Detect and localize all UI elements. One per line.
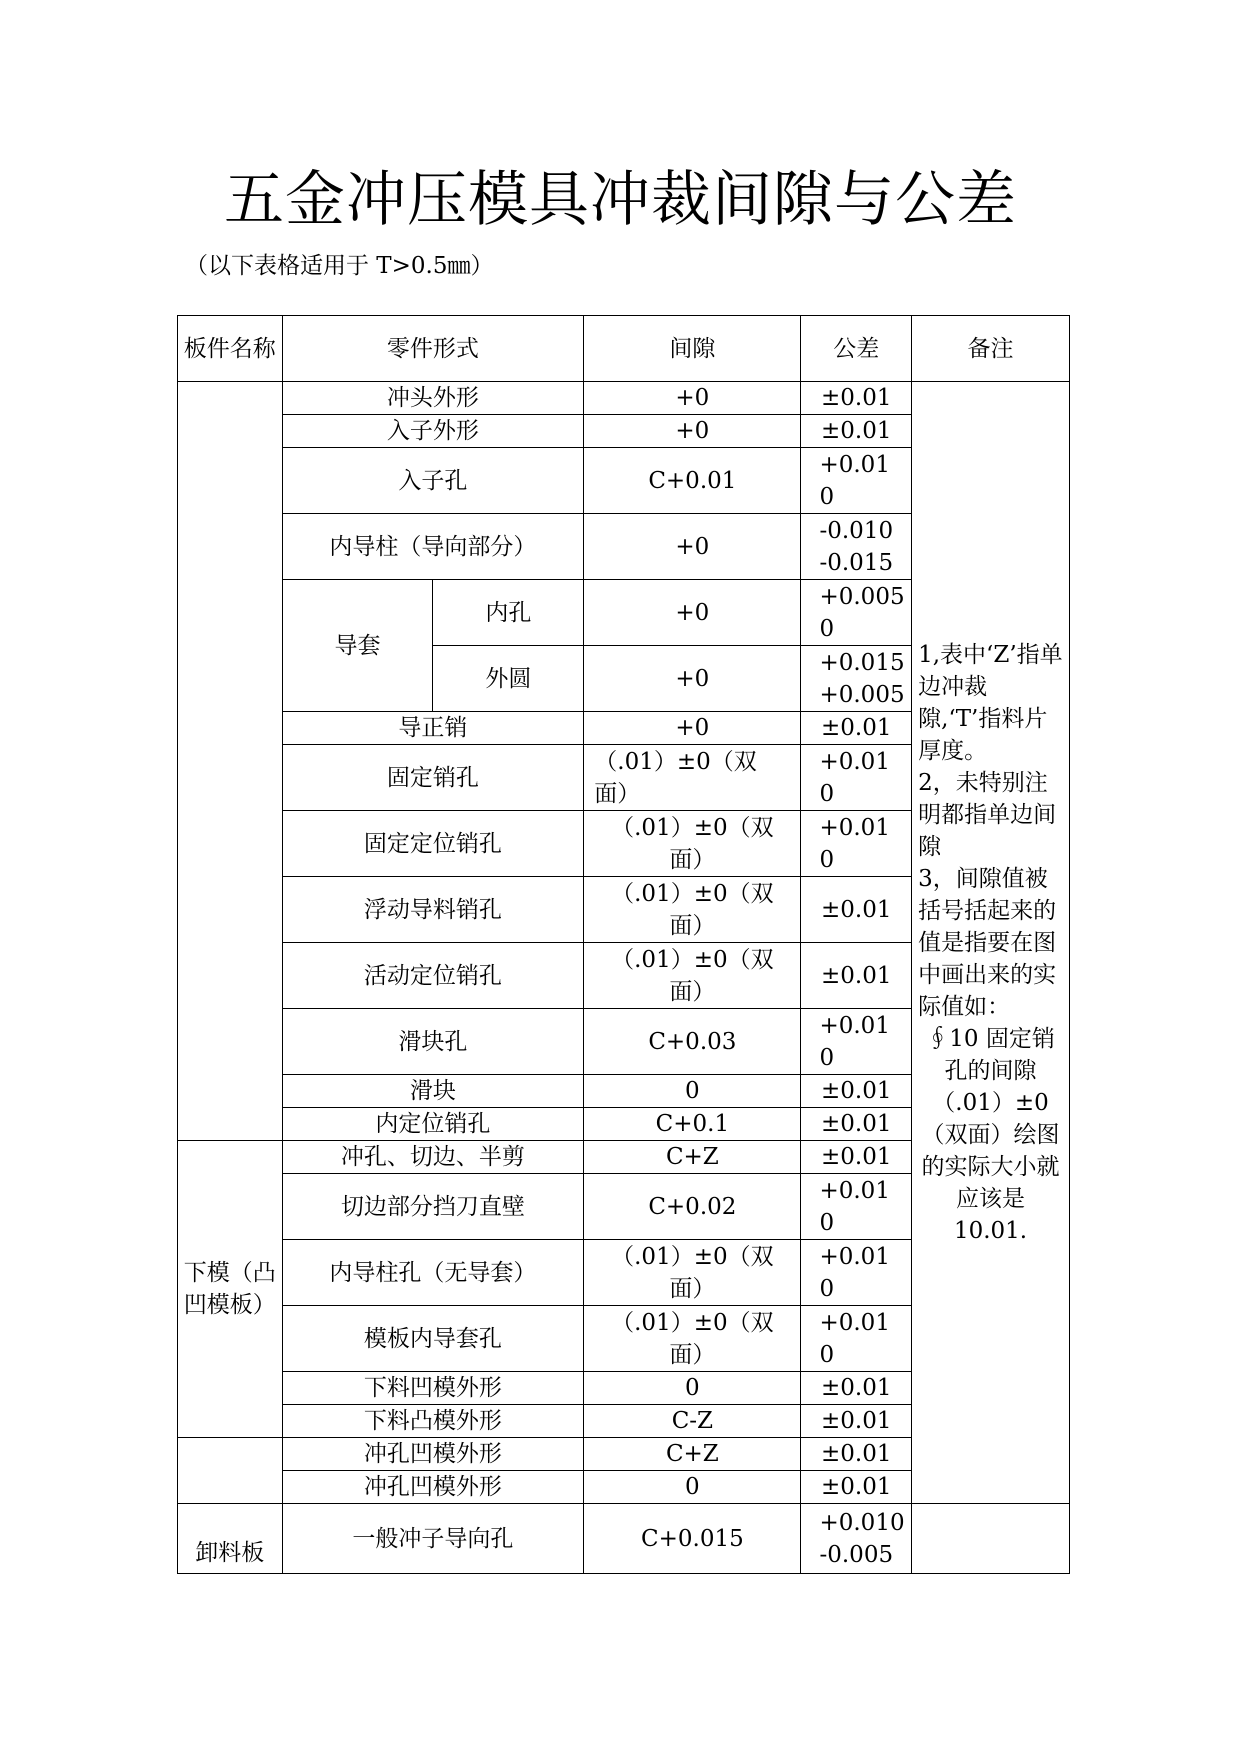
part-cell: 下料凸模外形 xyxy=(282,1405,584,1438)
part-cell: 下料凹模外形 xyxy=(282,1372,584,1405)
tolerance-lower: 0 xyxy=(819,780,835,807)
tolerance-upper: +0.01 xyxy=(819,1309,890,1336)
tolerance-cell: ±0.01 xyxy=(801,1438,912,1471)
tolerance-cell: ±0.01 xyxy=(801,382,912,415)
part-cell: 滑块 xyxy=(282,1075,584,1108)
tolerance-cell: ±0.01 xyxy=(801,415,912,448)
gap-cell: +0 xyxy=(584,415,801,448)
header-row xyxy=(178,316,1070,382)
tolerance-upper: +0.01 xyxy=(819,1012,890,1039)
tolerance-cell xyxy=(801,1306,912,1372)
tolerance-lower: 0 xyxy=(819,1275,835,1302)
gap-cell: +0 xyxy=(584,514,801,580)
gap-cell: （.01）±0（双面） xyxy=(584,943,801,1009)
tolerance-cell: ±0.01 xyxy=(801,712,912,745)
part-cell: 冲孔凹模外形 xyxy=(282,1438,584,1471)
tolerance-lower: 0 xyxy=(819,483,835,510)
gap-cell: （.01）±0（双面） xyxy=(584,745,801,811)
tolerance-lower: 0 xyxy=(819,1044,835,1071)
gap-cell: 0 xyxy=(584,1471,801,1504)
part-cell: 内导柱（导向部分） xyxy=(282,514,584,580)
tolerance-cell xyxy=(801,1009,912,1075)
tolerance-upper: +0.010 xyxy=(819,1509,905,1536)
part-cell: 入子孔 xyxy=(282,448,584,514)
remark-cell-empty xyxy=(912,1504,1070,1574)
remark-line: 2，未特别注明都指单边间隙 xyxy=(918,769,1057,860)
tolerance-cell: ±0.01 xyxy=(801,877,912,943)
part-cell: 导套 xyxy=(282,580,433,712)
header-cell: 零件形式 xyxy=(282,316,584,382)
remark-cell xyxy=(912,382,1070,1504)
tolerance-cell: ±0.01 xyxy=(801,1471,912,1504)
tolerance-cell xyxy=(801,448,912,514)
tolerance-cell: ±0.01 xyxy=(801,1405,912,1438)
part-cell: 活动定位销孔 xyxy=(282,943,584,1009)
gap-cell: C+0.03 xyxy=(584,1009,801,1075)
tolerance-lower: -0.005 xyxy=(819,1541,894,1568)
page-subtitle: （以下表格适用于 T>0.5㎜） xyxy=(185,253,494,279)
part-cell: 切边部分挡刀直壁 xyxy=(282,1174,584,1240)
tolerance-upper: +0.015 xyxy=(819,649,905,676)
tolerance-cell xyxy=(801,1504,912,1574)
tolerance-upper: +0.01 xyxy=(819,748,890,775)
gap-cell: （.01）±0（双面） xyxy=(584,1306,801,1372)
gap-cell: 0 xyxy=(584,1075,801,1108)
tolerance-cell: ±0.01 xyxy=(801,1108,912,1141)
category-cell-empty xyxy=(178,382,283,1141)
part-cell: 模板内导套孔 xyxy=(282,1306,584,1372)
part-cell: 入子外形 xyxy=(282,415,584,448)
gap-cell: 0 xyxy=(584,1372,801,1405)
part-cell: 内定位销孔 xyxy=(282,1108,584,1141)
gap-cell: +0 xyxy=(584,646,801,712)
category-cell-stripper: 卸料板 xyxy=(178,1504,283,1574)
tolerance-cell xyxy=(801,1240,912,1306)
table-row xyxy=(178,1504,1070,1574)
tolerance-lower: +0.005 xyxy=(819,681,905,708)
tolerance-cell xyxy=(801,1174,912,1240)
tolerance-upper: +0.005 xyxy=(819,583,905,610)
clearance-table xyxy=(177,315,1070,1574)
tolerance-cell: ±0.01 xyxy=(801,1372,912,1405)
gap-cell: +0 xyxy=(584,712,801,745)
header-cell: 备注 xyxy=(912,316,1070,382)
remark-line: 3，间隙值被括号括起来的值是指要在图中画出来的实际值如： xyxy=(918,865,1057,1020)
gap-cell: C+0.01 xyxy=(584,448,801,514)
subpart-cell: 内孔 xyxy=(433,580,584,646)
tolerance-cell xyxy=(801,646,912,712)
tolerance-upper: +0.01 xyxy=(819,1177,890,1204)
tolerance-lower: -0.015 xyxy=(819,549,894,576)
gap-cell: C+0.1 xyxy=(584,1108,801,1141)
part-cell: 固定销孔 xyxy=(282,745,584,811)
remark-line: 1,表中‘Z’指单边冲裁隙,‘T’指料片厚度。 xyxy=(918,641,1063,764)
table-row xyxy=(178,382,1070,415)
tolerance-lower: 0 xyxy=(819,615,835,642)
tolerance-upper: +0.01 xyxy=(819,1243,890,1270)
part-cell: 冲孔凹模外形 xyxy=(282,1471,584,1504)
header-cell: 公差 xyxy=(801,316,912,382)
part-cell: 浮动导料销孔 xyxy=(282,877,584,943)
tolerance-cell: ±0.01 xyxy=(801,943,912,1009)
tolerance-cell xyxy=(801,811,912,877)
part-cell: 滑块孔 xyxy=(282,1009,584,1075)
gap-cell: +0 xyxy=(584,382,801,415)
tolerance-lower: 0 xyxy=(819,846,835,873)
part-cell: 固定定位销孔 xyxy=(282,811,584,877)
tolerance-lower: 0 xyxy=(819,1209,835,1236)
category-cell-lower-die: 下模（凸凹模板） xyxy=(178,1141,283,1438)
gap-cell: +0 xyxy=(584,580,801,646)
gap-cell: （.01）±0（双面） xyxy=(584,877,801,943)
tolerance-cell xyxy=(801,514,912,580)
remark-line: ∮10 固定销孔的间隙（.01）±0（双面）绘图的实际大小就应该是 10.01. xyxy=(921,1025,1060,1244)
gap-cell: C-Z xyxy=(584,1405,801,1438)
gap-cell: C+0.015 xyxy=(584,1504,801,1574)
tolerance-upper: -0.010 xyxy=(819,517,894,544)
gap-cell: （.01）±0（双面） xyxy=(584,1240,801,1306)
page-title: 五金冲压模具冲裁间隙与公差 xyxy=(224,165,1017,235)
subpart-cell: 外圆 xyxy=(433,646,584,712)
header-cell: 间隙 xyxy=(584,316,801,382)
tolerance-upper: +0.01 xyxy=(819,814,890,841)
gap-cell: C+Z xyxy=(584,1438,801,1471)
tolerance-cell: ±0.01 xyxy=(801,1141,912,1174)
part-cell: 冲头外形 xyxy=(282,382,584,415)
gap-cell: C+Z xyxy=(584,1141,801,1174)
part-cell: 冲孔、切边、半剪 xyxy=(282,1141,584,1174)
part-cell: 导正销 xyxy=(282,712,584,745)
part-cell: 内导柱孔（无导套） xyxy=(282,1240,584,1306)
tolerance-cell xyxy=(801,580,912,646)
header-cell: 板件名称 xyxy=(178,316,283,382)
category-cell-empty xyxy=(178,1438,283,1504)
tolerance-cell: ±0.01 xyxy=(801,1075,912,1108)
part-cell: 一般冲子导向孔 xyxy=(282,1504,584,1574)
gap-cell: C+0.02 xyxy=(584,1174,801,1240)
tolerance-lower: 0 xyxy=(819,1341,835,1368)
gap-cell: （.01）±0（双面） xyxy=(584,811,801,877)
tolerance-cell xyxy=(801,745,912,811)
tolerance-upper: +0.01 xyxy=(819,451,890,478)
